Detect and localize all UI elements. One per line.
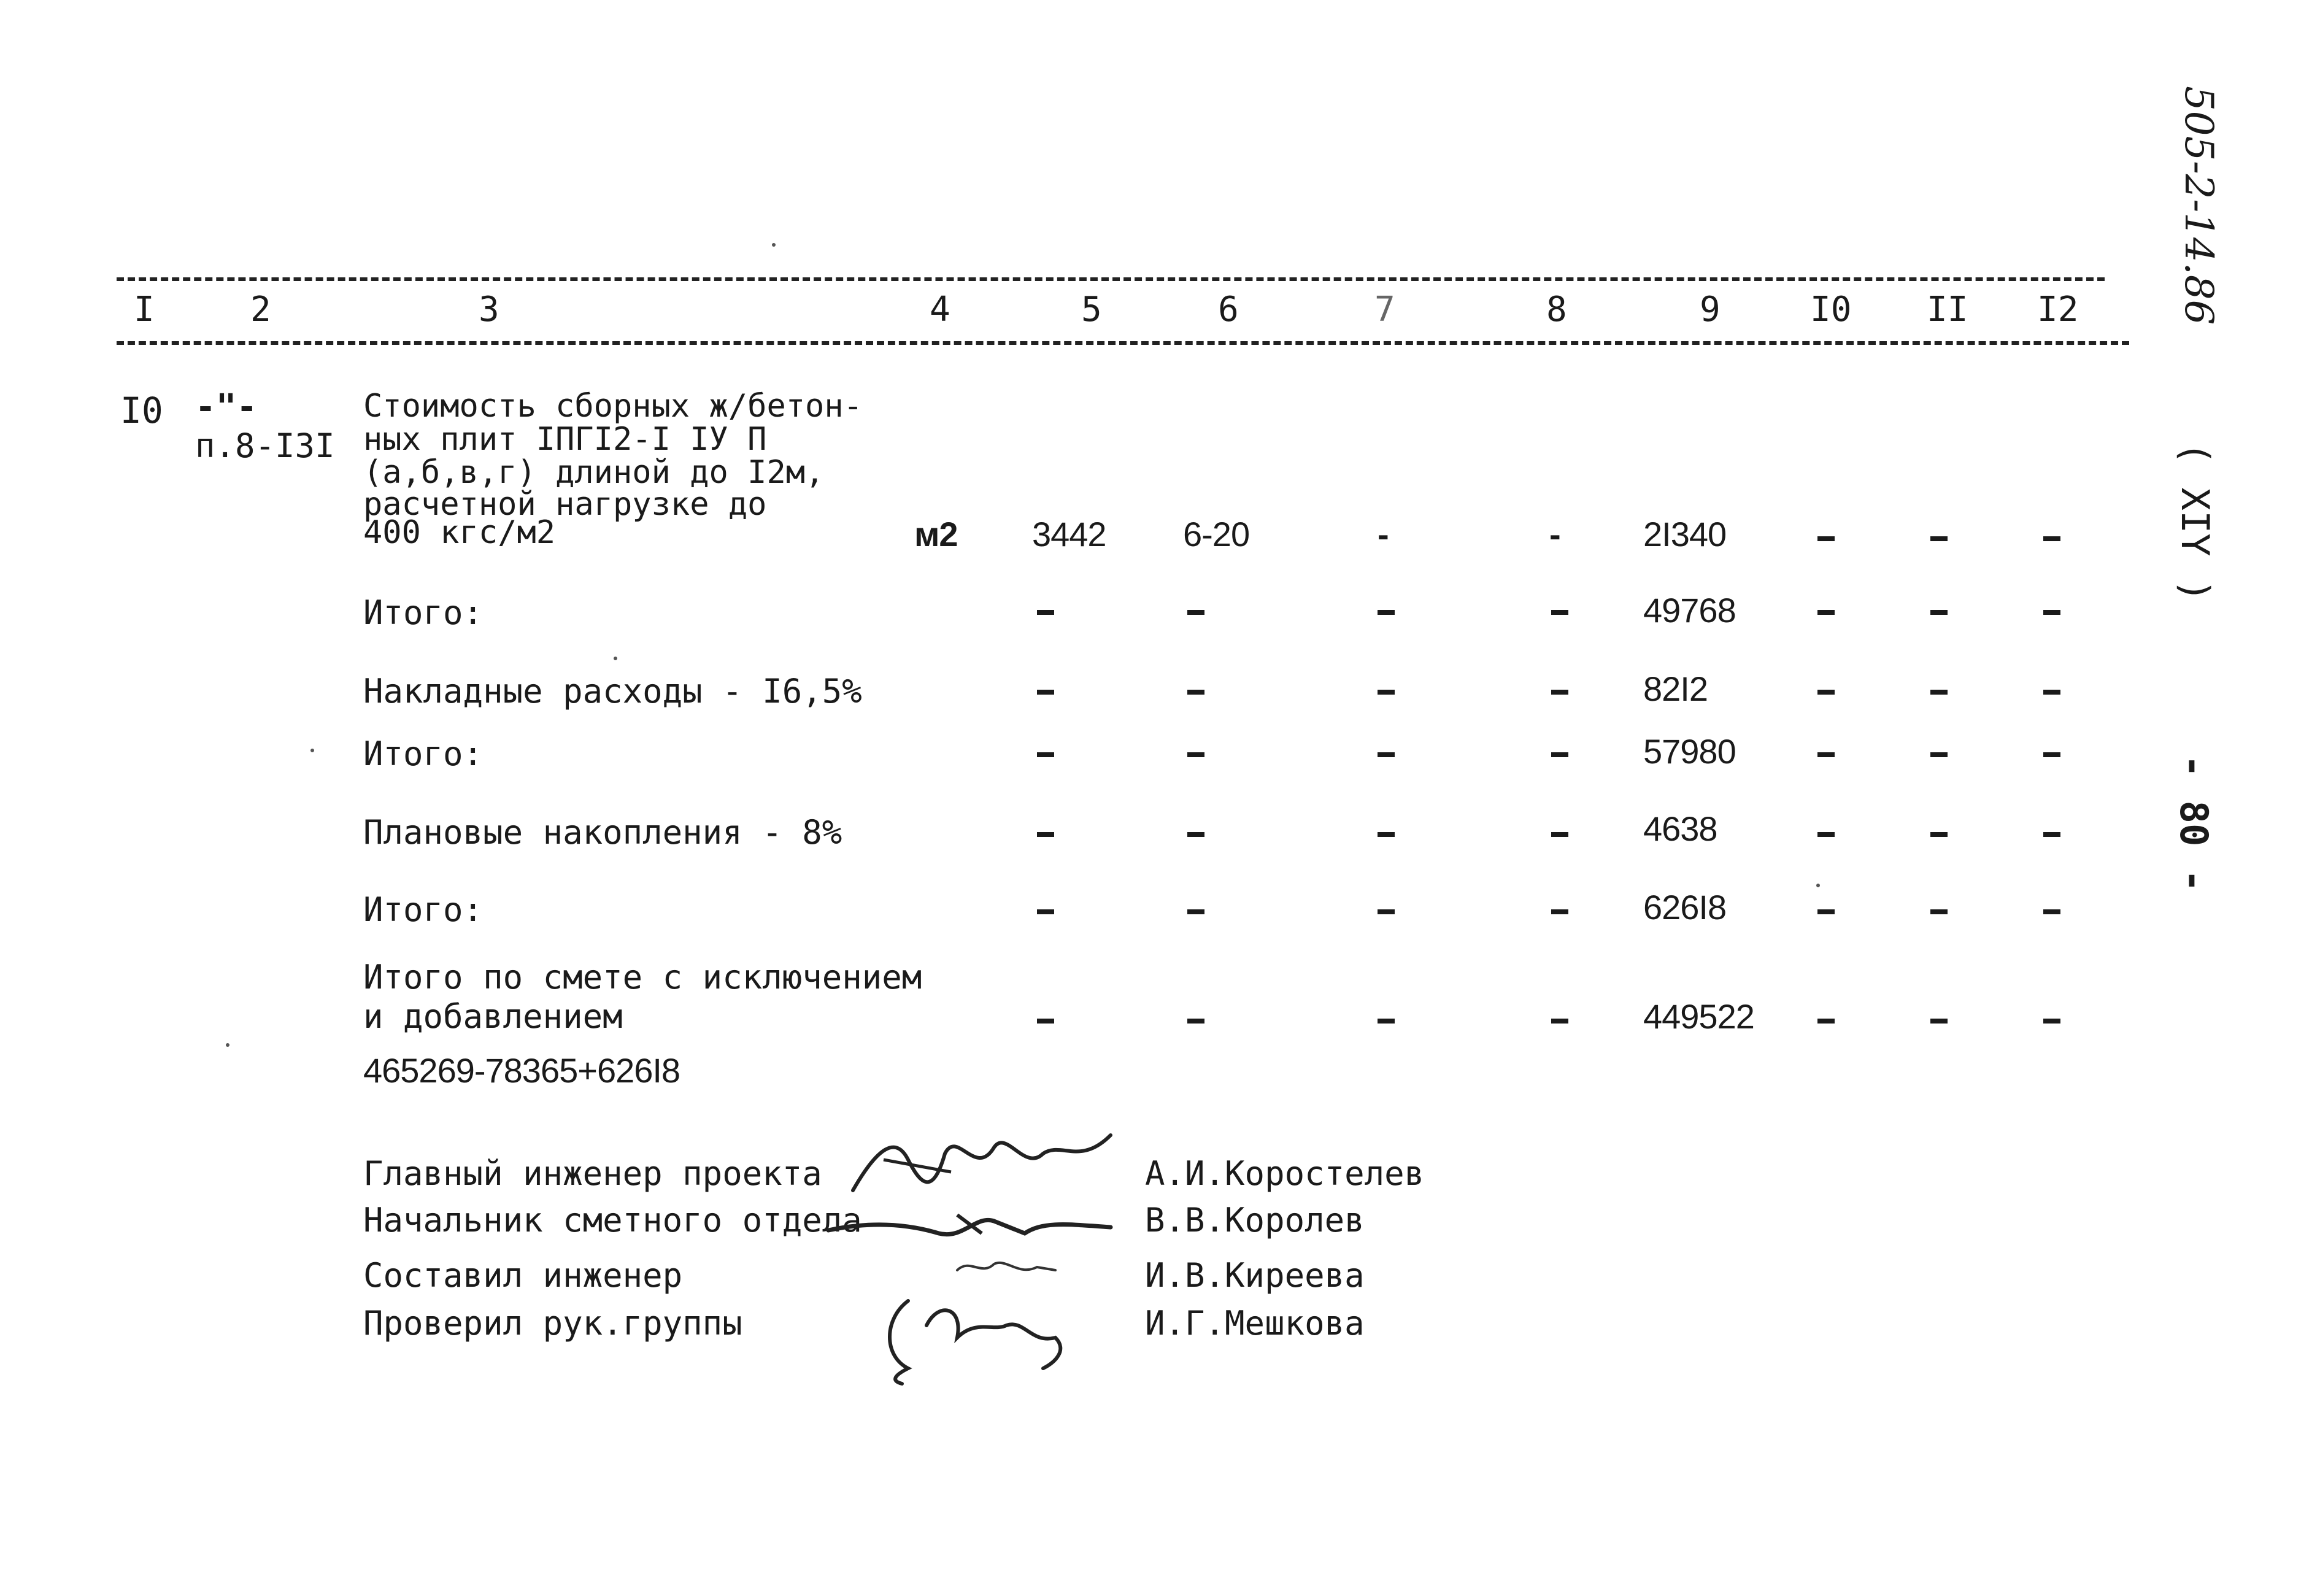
- signature-scribble-1: [841, 1123, 1123, 1209]
- summary-4-col11: [1930, 832, 1948, 837]
- summary-3-col7: [1378, 752, 1395, 757]
- col-header-5: 5: [1081, 290, 1102, 330]
- summary-2-col12: [2043, 690, 2060, 695]
- row-qty: 3442: [1032, 515, 1106, 553]
- summary-3-col6: [1187, 752, 1204, 757]
- final-col10: [1817, 1019, 1835, 1024]
- summary-label-5: Итого:: [363, 890, 484, 929]
- summary-5-col10: [1817, 909, 1835, 914]
- scan-speck: [614, 657, 617, 660]
- summary-5-col8: [1551, 909, 1568, 914]
- summary-5-col6: [1187, 909, 1204, 914]
- signature-name-3: И.В.Киреева: [1145, 1256, 1365, 1295]
- row-col12-dash: [2043, 536, 2060, 541]
- scan-speck: [1816, 884, 1820, 887]
- final-col5: [1037, 1019, 1054, 1024]
- signature-name-1: А.И.Коростелев: [1145, 1154, 1425, 1193]
- row-desc-line-1: Стоимость сборных ж/бетон-: [363, 388, 863, 425]
- signature-role-1: Главный инженер проекта: [363, 1154, 822, 1193]
- summary-2-col10: [1817, 690, 1835, 695]
- signature-role-3: Составил инженер: [363, 1256, 683, 1295]
- summary-label-3: Итого:: [363, 734, 484, 773]
- summary-label-1: Итого:: [363, 593, 484, 632]
- margin-page-number: - 80 -: [2172, 755, 2216, 892]
- scan-speck: [310, 749, 314, 752]
- summary-value-2: 82I2: [1643, 669, 1708, 708]
- col-header-10: I0: [1810, 290, 1852, 330]
- summary-2-col11: [1930, 690, 1948, 695]
- final-col11: [1930, 1019, 1948, 1024]
- summary-5-col12: [2043, 909, 2060, 914]
- scan-speck: [772, 243, 776, 247]
- summary-2-col8: [1551, 690, 1568, 695]
- row-unit: м2: [914, 515, 958, 553]
- summary-1-col5: [1037, 610, 1054, 615]
- summary-4-col12: [2043, 832, 2060, 837]
- summary-3-col8: [1551, 752, 1568, 757]
- summary-label-4: Плановые накопления - 8%: [363, 813, 842, 852]
- summary-5-col11: [1930, 909, 1948, 914]
- margin-doc-code: 505-2-14.86: [2176, 86, 2221, 325]
- summary-4-col8: [1551, 832, 1568, 837]
- summary-1-col6: [1187, 610, 1204, 615]
- col-header-4: 4: [930, 290, 950, 330]
- row-col7: -: [1378, 515, 1389, 553]
- final-label-line-2: и добавлением: [363, 997, 623, 1036]
- col-header-7: 7: [1374, 290, 1395, 330]
- summary-3-col5: [1037, 752, 1054, 757]
- signature-name-4: И.Г.Мешкова: [1145, 1304, 1365, 1343]
- col-header-8: 8: [1546, 290, 1567, 330]
- summary-label-2: Накладные расходы - I6,5%: [363, 672, 862, 711]
- scan-speck: [226, 1043, 229, 1047]
- header-rule-bottom: [117, 341, 2129, 345]
- final-col8: [1551, 1019, 1568, 1024]
- signature-scribble-3: [871, 1252, 1092, 1387]
- summary-1-col10: [1817, 610, 1835, 615]
- summary-value-3: 57980: [1643, 732, 1736, 771]
- summary-3-col11: [1930, 752, 1948, 757]
- summary-1-col11: [1930, 610, 1948, 615]
- col-header-11: II: [1927, 290, 1968, 330]
- summary-4-col5: [1037, 832, 1054, 837]
- row-col11-dash: [1930, 536, 1948, 541]
- summary-4-col7: [1378, 832, 1395, 837]
- col-header-2: 2: [250, 290, 271, 330]
- summary-5-col5: [1037, 909, 1054, 914]
- row-total: 2I340: [1643, 515, 1727, 553]
- summary-value-5: 626I8: [1643, 888, 1727, 927]
- row-price: 6-20: [1183, 515, 1250, 553]
- final-col7: [1378, 1019, 1395, 1024]
- summary-2-col7: [1378, 690, 1395, 695]
- signature-role-4: Проверил рук.группы: [363, 1304, 742, 1343]
- summary-value-1: 49768: [1643, 591, 1736, 630]
- summary-2-col5: [1037, 690, 1054, 695]
- final-formula: 465269-78365+626I8: [363, 1051, 680, 1090]
- final-label-line-1: Итого по смете с исключением: [363, 958, 922, 997]
- header-rule-top: [117, 277, 2105, 281]
- final-value: 449522: [1643, 997, 1754, 1036]
- summary-4-col10: [1817, 832, 1835, 837]
- signature-name-2: В.В.Королев: [1145, 1201, 1365, 1239]
- summary-5-col7: [1378, 909, 1395, 914]
- summary-2-col6: [1187, 690, 1204, 695]
- summary-4-col6: [1187, 832, 1204, 837]
- col-header-1: I: [134, 290, 155, 330]
- summary-3-col10: [1817, 752, 1835, 757]
- row-desc-line-4: расчетной нагрузке до: [363, 486, 767, 523]
- summary-1-col12: [2043, 610, 2060, 615]
- final-col6: [1187, 1019, 1204, 1024]
- row-col10-dash: [1817, 536, 1835, 541]
- col-header-6: 6: [1218, 290, 1239, 330]
- summary-1-col7: [1378, 610, 1395, 615]
- row-desc-line-3: (а,б,в,г) длиной до I2м,: [363, 454, 825, 491]
- final-col12: [2043, 1019, 2060, 1024]
- row-number: I0: [120, 390, 163, 431]
- row-col8: -: [1549, 515, 1560, 553]
- row-desc-line-2: ных плит IПГI2-I IУ П: [363, 421, 767, 458]
- col-header-9: 9: [1700, 290, 1721, 330]
- margin-section: ( XIY ): [2173, 442, 2218, 603]
- summary-3-col12: [2043, 752, 2060, 757]
- signature-role-2: Начальник сметного отдела: [363, 1201, 862, 1239]
- summary-value-4: 4638: [1643, 809, 1717, 848]
- row-ref: п.8-I3I: [195, 426, 335, 465]
- signature-scribble-2: [822, 1197, 1117, 1252]
- summary-1-col8: [1551, 610, 1568, 615]
- col-header-3: 3: [479, 290, 499, 330]
- row-ditto: -"-: [195, 387, 258, 427]
- col-header-12: I2: [2037, 290, 2079, 330]
- row-desc-line-5: 400 кгс/м2: [363, 514, 556, 551]
